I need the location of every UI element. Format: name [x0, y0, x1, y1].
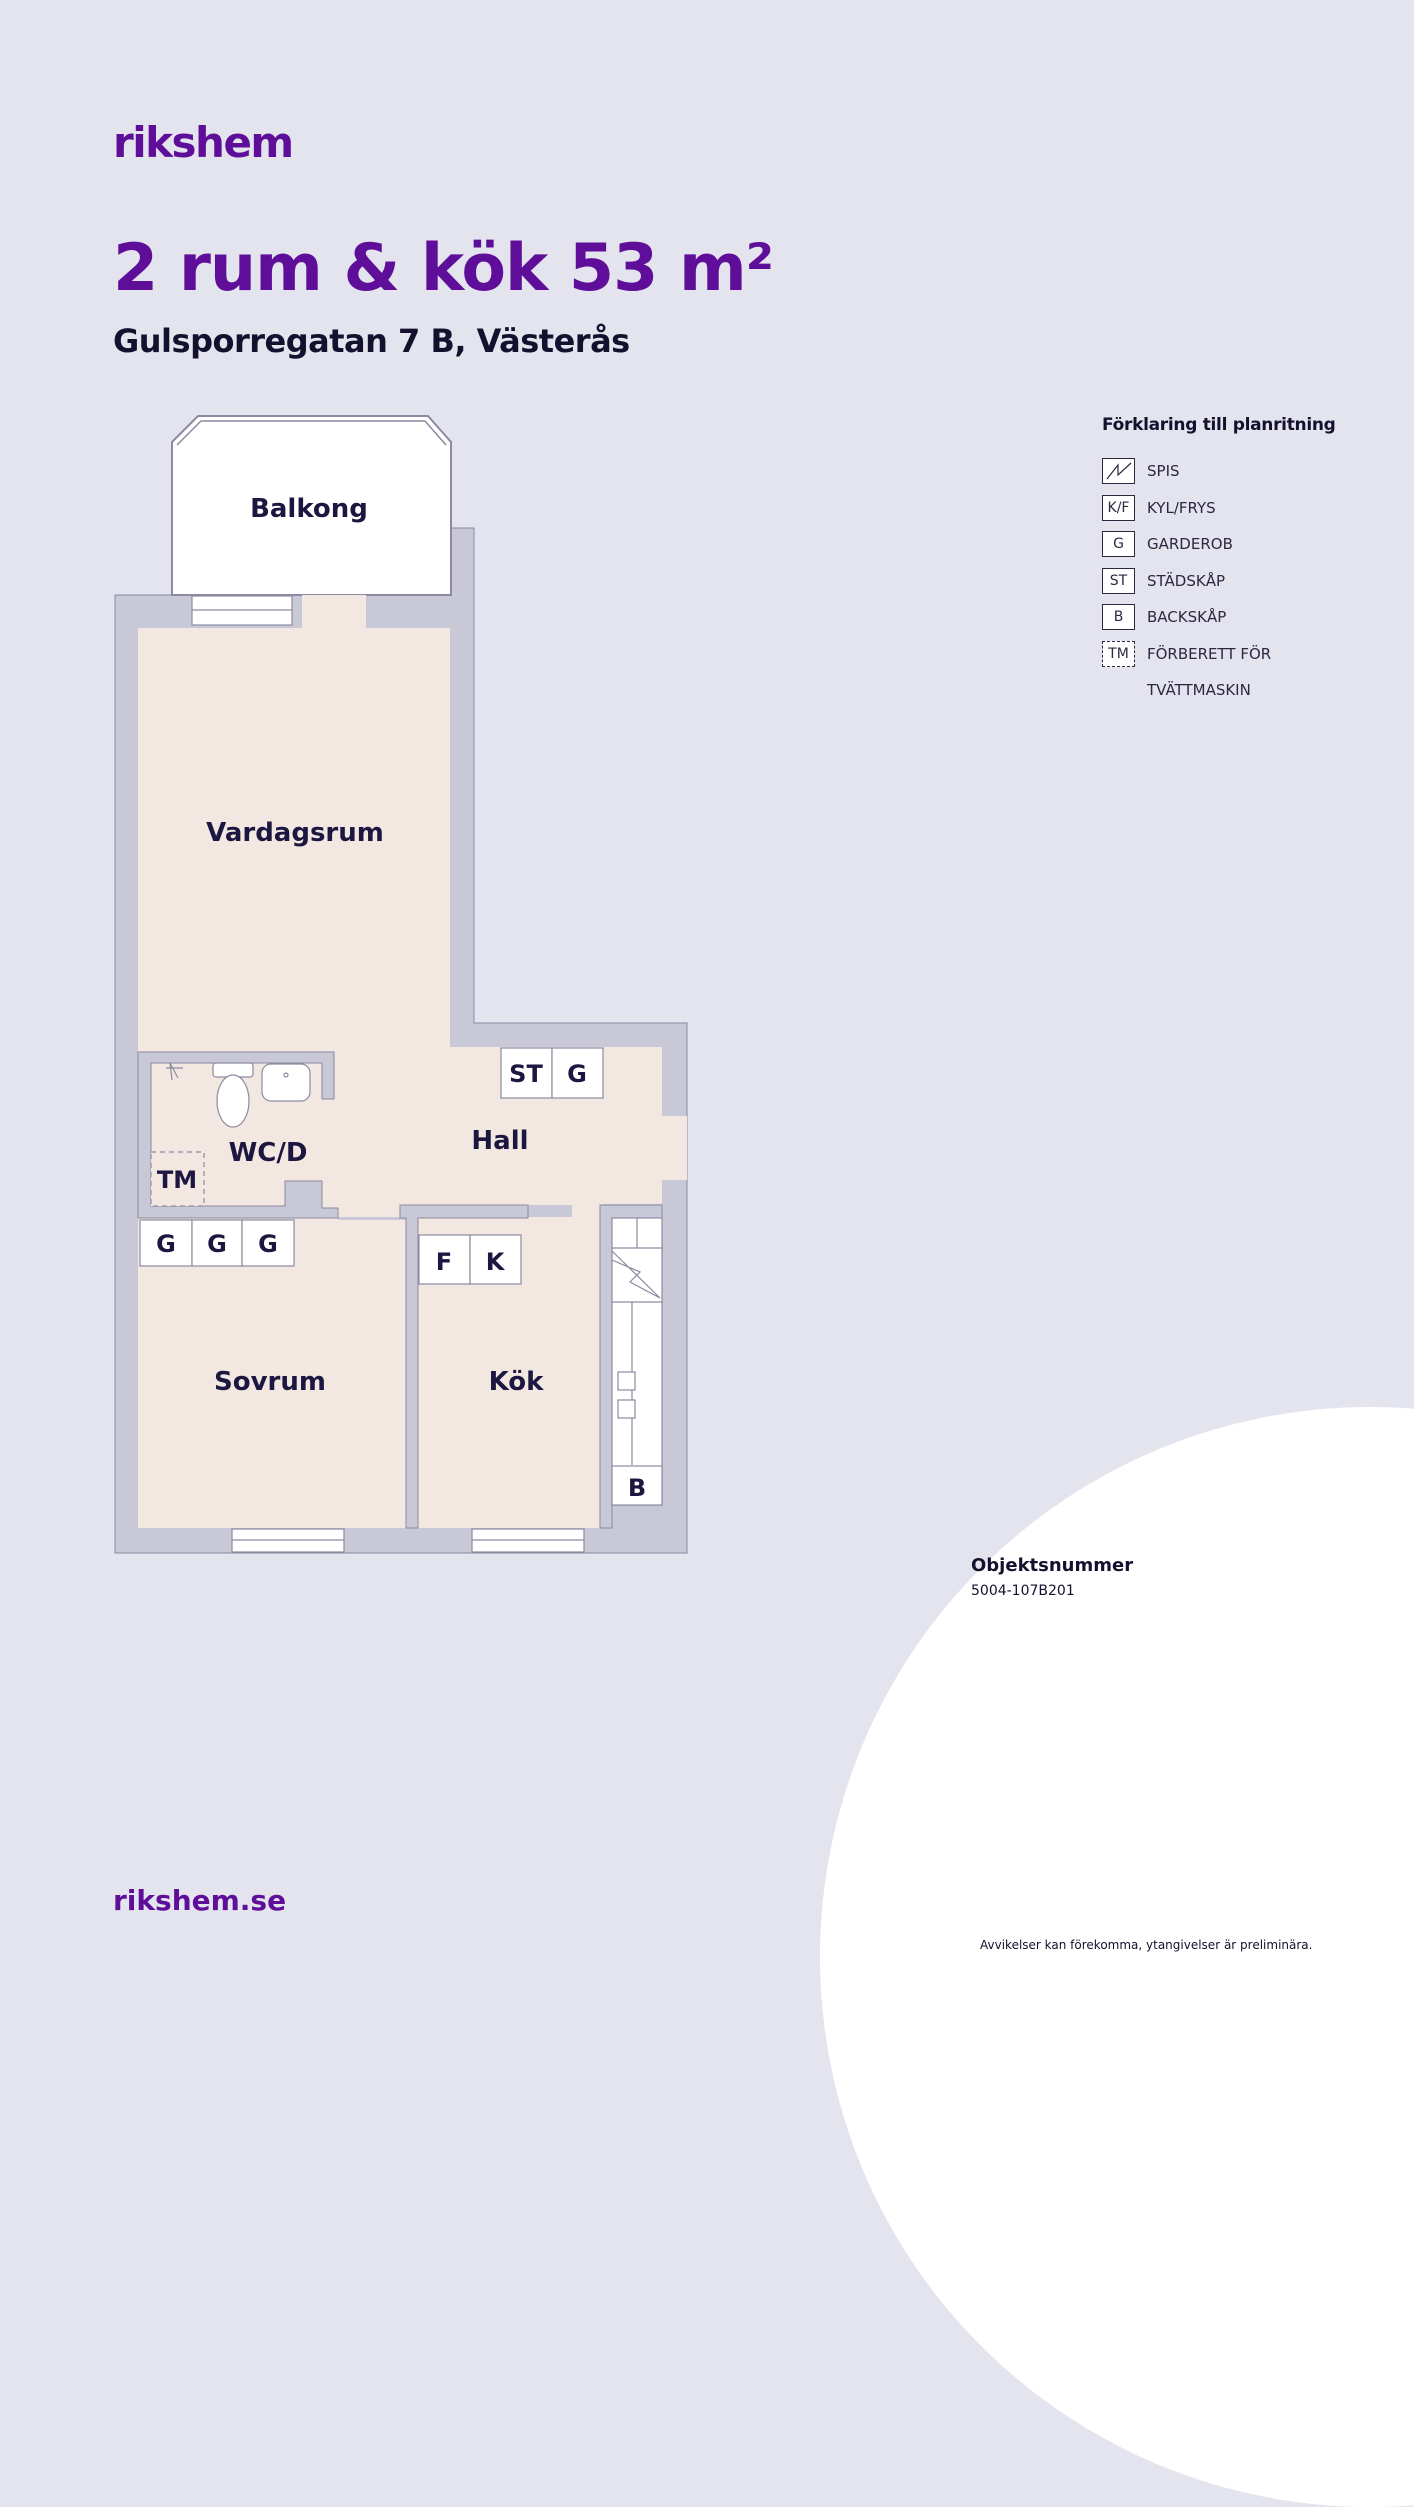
disclaimer: Avvikelser kan förekomma, ytangivelser är preliminära. [980, 1938, 1313, 1952]
legend-item [1102, 563, 1382, 600]
listing-title: 2 rum & kök 53 m² [113, 231, 774, 306]
legend-code: B [1102, 604, 1135, 630]
kitchen-counter [612, 1218, 662, 1505]
floor-plan-legend [1102, 415, 1382, 709]
stove-icon [1102, 458, 1135, 484]
washer-label: TM [156, 1166, 198, 1194]
hall-wardrobe-label: G [567, 1060, 587, 1088]
legend-label: STÄDSKÅP [1147, 571, 1225, 590]
legend-label: BACKSKÅP [1147, 608, 1227, 627]
website-link[interactable]: rikshem.se [113, 1884, 287, 1917]
bedroom-wardrobe-1-label: G [156, 1230, 176, 1258]
listing-address: Gulsporregatan 7 B, Västerås [113, 322, 630, 360]
legend-label: FÖRBERETT FÖR [1147, 644, 1272, 663]
legend-title: Förklaring till planritning [1102, 415, 1336, 435]
legend-item [1102, 453, 1382, 490]
legend-item [1102, 599, 1382, 636]
bedroom-wardrobe-2-label: G [207, 1230, 227, 1258]
rikshem-logo: rikshem [113, 118, 293, 167]
object-number: 5004-107B201 [971, 1583, 1075, 1599]
legend-code: ST [1102, 568, 1135, 594]
legend-item [1102, 636, 1382, 673]
room-label-balcony: Balkong [250, 494, 368, 524]
bedroom-wardrobe-3-label: G [258, 1230, 278, 1258]
legend-item [1102, 526, 1382, 563]
freezer-label: F [435, 1248, 453, 1276]
dishwasher-icon [618, 1372, 635, 1390]
toilet-icon [217, 1075, 249, 1127]
legend-item [1102, 672, 1382, 709]
cleaning-cabinet-label: ST [509, 1060, 543, 1088]
legend-label: GARDEROB [1147, 535, 1233, 554]
legend-label: KYL/FRYS [1147, 498, 1216, 517]
baking-cabinet-label: B [627, 1474, 647, 1502]
kitchen-appliances [419, 1235, 521, 1284]
room-label-kitchen: Kök [488, 1367, 544, 1397]
legend-code: TM [1102, 641, 1135, 667]
legend-item [1102, 490, 1382, 527]
floor-plan [100, 400, 700, 1560]
legend-code: K/F [1102, 495, 1135, 521]
door-opening-balcony [302, 595, 366, 629]
fridge-label: K [485, 1248, 505, 1276]
legend-code: G [1102, 531, 1135, 557]
legend-code-empty [1102, 677, 1135, 703]
room-label-bedroom: Sovrum [214, 1367, 326, 1397]
object-number-label: Objektsnummer [971, 1555, 1134, 1576]
legend-label: TVÄTTMASKIN [1147, 681, 1251, 700]
room-label-bathroom: WC/D [228, 1138, 308, 1168]
legend-label: SPIS [1147, 462, 1180, 481]
sink-icon [262, 1064, 310, 1101]
room-label-living-room: Vardagsrum [206, 818, 384, 848]
room-label-hall: Hall [471, 1126, 529, 1156]
